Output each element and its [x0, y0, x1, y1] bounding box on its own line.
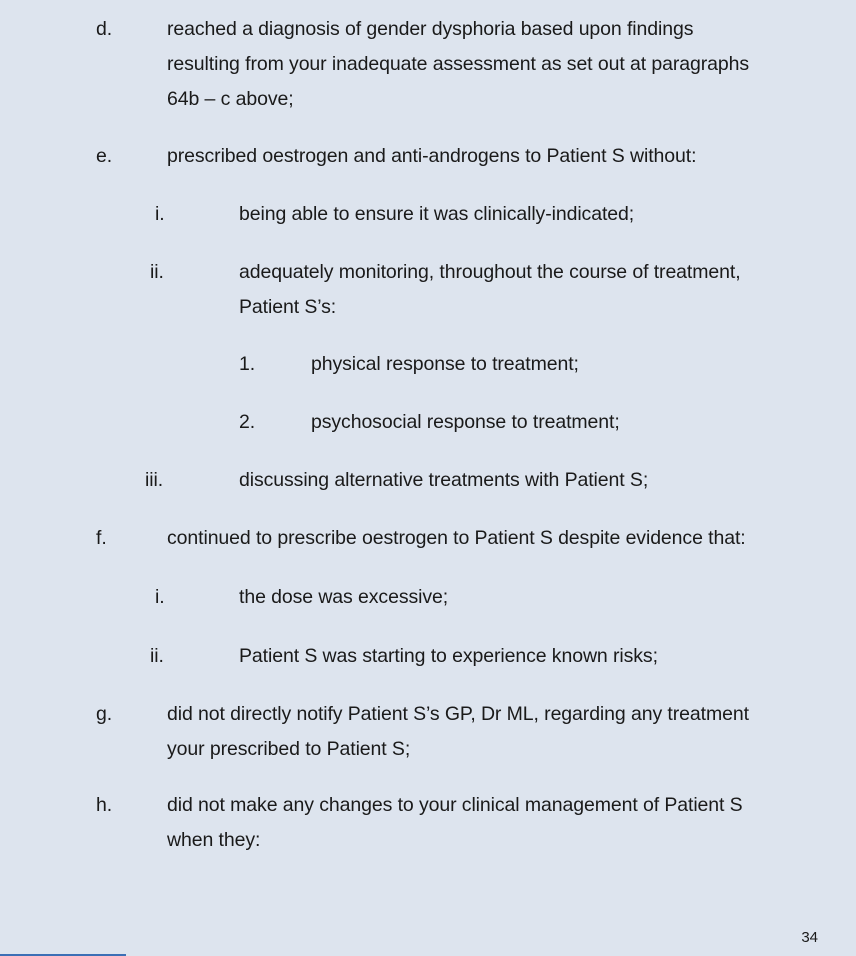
subparagraph-e-ii-2-marker: 2.: [239, 411, 256, 433]
subparagraph-e-ii-1-marker: 1.: [239, 353, 256, 375]
subparagraph-e-ii-1-line-1: physical response to treatment;: [311, 353, 579, 375]
subparagraph-e-ii-marker: ii.: [150, 261, 164, 283]
paragraph-d-line-3: 64b – c above;: [167, 88, 294, 110]
paragraph-h-line-1: did not make any changes to your clinical management of Patient S: [167, 794, 743, 816]
paragraph-e-marker: e.: [96, 145, 113, 167]
paragraph-d-marker: d.: [96, 18, 113, 40]
paragraph-d-line-1: reached a diagnosis of gender dysphoria based upon findings: [167, 18, 694, 40]
subparagraph-f-i-marker: i.: [155, 586, 165, 608]
subparagraph-f-ii-line-1: Patient S was starting to experience known risks;: [239, 645, 658, 667]
paragraph-h-line-2: when they:: [167, 829, 261, 851]
subparagraph-e-ii-2-line-1: psychosocial response to treatment;: [311, 411, 620, 433]
page-number: 34: [801, 929, 818, 946]
paragraph-g-line-2: your prescribed to Patient S;: [167, 738, 411, 760]
subparagraph-e-iii-marker: iii.: [145, 469, 164, 491]
paragraph-g-marker: g.: [96, 703, 113, 725]
subparagraph-f-ii-marker: ii.: [150, 645, 164, 667]
paragraph-g-line-1: did not directly notify Patient S’s GP, Dr ML, regarding any treatment: [167, 703, 749, 725]
subparagraph-e-i-line-1: being able to ensure it was clinically-indicated;: [239, 203, 635, 225]
subparagraph-e-ii-line-1: adequately monitoring, throughout the course of treatment,: [239, 261, 741, 283]
subparagraph-e-ii-line-2: Patient S’s:: [239, 296, 337, 318]
paragraph-h-marker: h.: [96, 794, 113, 816]
paragraph-f-marker: f.: [96, 527, 107, 549]
subparagraph-e-i-marker: i.: [155, 203, 165, 225]
paragraph-e-line-1: prescribed oestrogen and anti-androgens to Patient S without:: [167, 145, 697, 167]
paragraph-d-line-2: resulting from your inadequate assessment as set out at paragraphs: [167, 53, 749, 75]
subparagraph-e-iii-line-1: discussing alternative treatments with Patient S;: [239, 469, 649, 491]
paragraph-f-line-1: continued to prescribe oestrogen to Patient S despite evidence that:: [167, 527, 746, 549]
subparagraph-f-i-line-1: the dose was excessive;: [239, 586, 449, 608]
